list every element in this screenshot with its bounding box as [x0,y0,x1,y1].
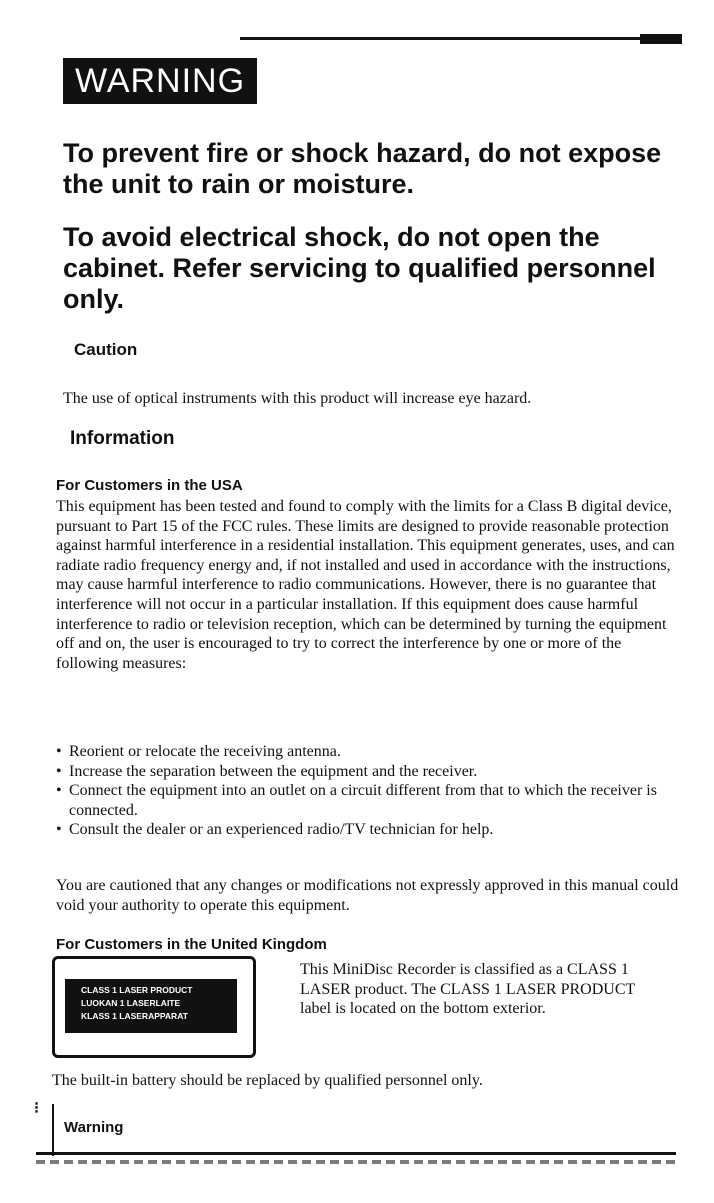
fcc-paragraph: This equipment has been tested and found to comply with the limits for a Class B digital device, pursuant to Part 15 of the FCC rules. These limits are designed to provide reasonable protection against harmful interference in a residential installation. This equipment generates, uses, and can radiate radio frequency energy and, if not installed and used in accordance with the instructions, may cause harmful interference to radio communications. However, there is no guarantee that interference will not occur in a particular installation. If this equipment does cause harmful interference to radio or television reception, which can be determined by turning the equipment off and on, the user is encouraged to try to correct the interference by one or more of the following measures: [56,498,675,672]
caution-text: The use of optical instruments with this product will increase eye hazard. [63,390,532,407]
list-item: • Consult the dealer or an experienced radio/TV technician for help. [56,821,494,839]
usa-heading: For Customers in the USA [56,477,243,494]
list-item: • Connect the equipment into an outlet on a circuit different from that to which the receiver is connected. [56,782,657,819]
battery-notice: The built-in battery should be replaced by qualified personnel only. [52,1072,483,1089]
top-rule [240,34,682,44]
fcc-measures-list [56,742,686,840]
laser-label-plate: CLASS 1 LASER PRODUCT LUOKAN 1 LASERLAITE KLASS 1 LASERAPPARAT [65,979,237,1033]
information-heading: Information [70,428,175,449]
uk-heading: For Customers in the United Kingdom [56,936,327,953]
list-item: • Increase the separation between the equipment and the receiver. [56,762,478,780]
caution-heading: Caution [74,340,138,359]
warning-heading: Warning [64,1119,124,1136]
list-item: • Reorient or relocate the receiving antenna. [56,743,341,760]
hazard-statement-fire: To prevent fire or shock hazard, do not expose the unit to rain or moisture. [63,138,662,199]
bottom-rule [36,1152,676,1155]
laser-classification-text: This MiniDisc Recorder is classified as a CLASS 1 LASER product. The CLASS 1 LASER PRODUCT label is located on the bottom exterior. [300,961,635,1018]
warning-banner: WARNING [63,58,257,104]
warning-side-bar [52,1104,54,1156]
modification-notice: You are cautioned that any changes or modifications not expressly approved in this manual could void your authority to operate this equipment. [56,877,679,914]
hazard-statement-shock: To avoid electrical shock, do not open the cabinet. Refer servicing to qualified personnel only. [63,222,656,314]
bullet-icon: • [56,782,62,800]
bullet-icon: • [56,821,62,839]
bottom-dashed-rule [36,1160,676,1164]
bullet-icon: • [56,743,62,760]
margin-mark: ⁝ [34,1100,40,1117]
bullet-icon: • [56,762,62,780]
laser-product-label [52,956,256,1058]
